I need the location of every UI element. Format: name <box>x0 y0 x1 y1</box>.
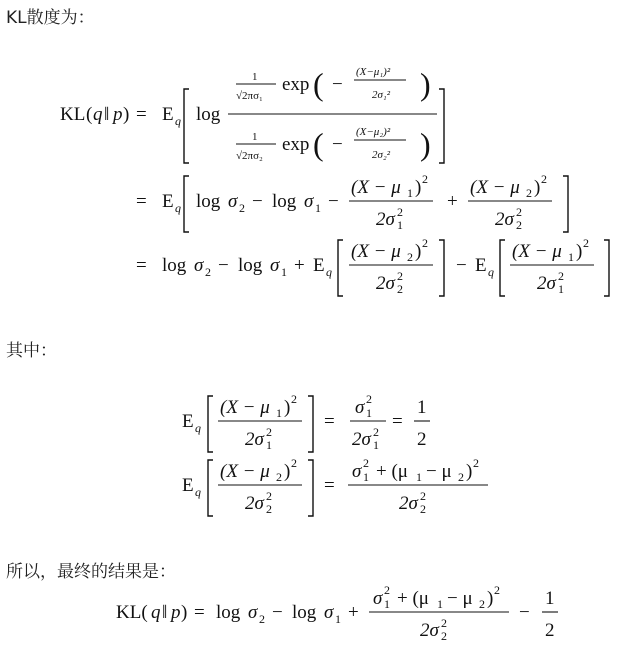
svg-text:−: − <box>332 134 343 155</box>
svg-text:1: 1 <box>281 265 287 279</box>
svg-text:1: 1 <box>335 612 341 626</box>
svg-text:): ) <box>284 397 291 418</box>
svg-text:2: 2 <box>541 172 547 186</box>
svg-text:(: ( <box>313 126 324 162</box>
svg-text:): ) <box>181 602 188 623</box>
svg-text:+: + <box>348 602 359 623</box>
svg-text:+: + <box>447 191 458 212</box>
svg-text:2: 2 <box>291 456 297 470</box>
svg-text:): ) <box>415 241 422 262</box>
svg-text:E: E <box>475 255 487 276</box>
svg-text:2σ: 2σ <box>537 273 556 294</box>
svg-text:q: q <box>326 265 332 279</box>
svg-text:2: 2 <box>266 425 272 439</box>
svg-text:2: 2 <box>420 502 426 516</box>
svg-text:2: 2 <box>276 470 282 484</box>
svg-text:2σ: 2σ <box>495 209 514 230</box>
svg-text:−: − <box>328 191 339 212</box>
svg-text:2: 2 <box>516 218 522 232</box>
svg-text:(X − μ: (X − μ <box>470 177 520 198</box>
svg-text:2σ: 2σ <box>376 273 395 294</box>
svg-text:log: log <box>196 191 221 212</box>
svg-text:=: = <box>324 411 335 432</box>
svg-text:2: 2 <box>407 250 413 264</box>
svg-text:σ: σ <box>304 191 314 212</box>
svg-text:2σ₁²: 2σ₁² <box>372 89 391 101</box>
svg-text:KL(: KL( <box>116 602 148 623</box>
svg-text:E: E <box>182 411 194 432</box>
svg-text:2: 2 <box>384 583 390 597</box>
svg-text:1: 1 <box>252 71 258 83</box>
svg-text:2: 2 <box>526 186 532 200</box>
svg-text:2σ: 2σ <box>420 620 439 641</box>
svg-text:σ: σ <box>355 397 365 418</box>
svg-text:−: − <box>519 602 530 623</box>
svg-text:2: 2 <box>397 205 403 219</box>
svg-text:1: 1 <box>276 406 282 420</box>
svg-text:2: 2 <box>363 456 369 470</box>
heading-kl-divergence: KL散度为： <box>6 8 95 28</box>
expectation-symbol: E <box>162 104 174 125</box>
svg-text:): ) <box>415 177 422 198</box>
svg-text:q: q <box>488 265 494 279</box>
heading-where: 其中： <box>6 341 57 361</box>
svg-text:log: log <box>162 255 187 276</box>
svg-text:−: − <box>332 74 343 95</box>
svg-text:+ (μ: + (μ <box>397 588 429 609</box>
svg-text:2: 2 <box>266 489 272 503</box>
svg-text:2: 2 <box>479 597 485 611</box>
svg-text:1: 1 <box>373 438 379 452</box>
svg-text:2: 2 <box>583 236 589 250</box>
svg-text:−: − <box>272 602 283 623</box>
svg-text:log: log <box>216 602 241 623</box>
svg-text:1: 1 <box>366 406 372 420</box>
svg-text:=: = <box>324 475 335 496</box>
svg-text:p: p <box>113 104 123 125</box>
svg-text:E: E <box>162 191 174 212</box>
svg-text:(X − μ: (X − μ <box>220 397 270 418</box>
svg-text:1: 1 <box>384 597 390 611</box>
svg-text:2: 2 <box>239 201 245 215</box>
svg-text:2: 2 <box>422 236 428 250</box>
svg-text:(X − μ: (X − μ <box>512 241 562 262</box>
svg-text:exp: exp <box>282 134 310 155</box>
svg-text:σ: σ <box>352 461 362 482</box>
svg-text:1: 1 <box>416 470 422 484</box>
svg-text:=: = <box>136 255 147 276</box>
svg-text:): ) <box>284 461 291 482</box>
svg-text:q: q <box>93 104 103 125</box>
svg-text:− μ: − μ <box>426 461 452 482</box>
svg-text:−: − <box>218 255 229 276</box>
final-result-equation <box>116 583 558 643</box>
svg-text:): ) <box>576 241 583 262</box>
svg-text:σ: σ <box>270 255 280 276</box>
svg-text:√2πσ₁: √2πσ₁ <box>236 90 263 102</box>
kl-definition-line <box>60 66 444 163</box>
svg-text:√2πσ₂: √2πσ₂ <box>236 150 263 162</box>
svg-text:p: p <box>171 602 181 623</box>
svg-text:q: q <box>195 421 201 435</box>
svg-text:1: 1 <box>545 588 555 609</box>
svg-text:1: 1 <box>252 131 258 143</box>
svg-text:(: ( <box>313 66 324 102</box>
svg-text:2: 2 <box>366 392 372 406</box>
svg-text:E: E <box>182 475 194 496</box>
svg-text:‖: ‖ <box>104 104 110 125</box>
svg-text:(X−μ₂)²: (X−μ₂)² <box>356 126 391 138</box>
svg-text:): ) <box>466 461 473 482</box>
svg-text:2: 2 <box>473 456 479 470</box>
svg-text:): ) <box>420 126 431 162</box>
svg-text:2: 2 <box>397 282 403 296</box>
svg-text:1: 1 <box>407 186 413 200</box>
svg-text:‖: ‖ <box>162 602 168 623</box>
svg-text:+: + <box>294 255 305 276</box>
svg-text:q: q <box>175 114 181 128</box>
svg-text:(: ( <box>86 104 93 125</box>
svg-text:1: 1 <box>417 397 427 418</box>
svg-text:2: 2 <box>420 489 426 503</box>
svg-text:+ (μ: + (μ <box>376 461 408 482</box>
svg-text:1: 1 <box>315 201 321 215</box>
svg-text:exp: exp <box>282 74 310 95</box>
svg-text:=: = <box>136 191 147 212</box>
svg-text:log: log <box>238 255 263 276</box>
svg-text:2: 2 <box>516 205 522 219</box>
svg-text:log: log <box>292 602 317 623</box>
svg-text:): ) <box>534 177 541 198</box>
svg-text:q: q <box>151 602 161 623</box>
svg-text:−: − <box>456 255 467 276</box>
svg-text:1: 1 <box>397 218 403 232</box>
svg-text:σ: σ <box>248 602 258 623</box>
expansion-line <box>136 172 568 232</box>
svg-text:=: = <box>136 104 147 125</box>
svg-text:=: = <box>194 602 205 623</box>
svg-text:−: − <box>252 191 263 212</box>
svg-text:2: 2 <box>558 269 564 283</box>
svg-text:σ: σ <box>324 602 334 623</box>
svg-text:2σ: 2σ <box>245 429 264 450</box>
svg-text:=: = <box>392 411 403 432</box>
expectation-identity-2 <box>182 456 488 516</box>
svg-text:(X − μ: (X − μ <box>351 241 401 262</box>
expectation-identity-1 <box>182 392 430 452</box>
svg-text:): ) <box>487 588 494 609</box>
svg-text:2: 2 <box>494 583 500 597</box>
svg-text:2: 2 <box>397 269 403 283</box>
svg-text:2: 2 <box>422 172 428 186</box>
svg-text:2: 2 <box>205 265 211 279</box>
svg-text:2: 2 <box>458 470 464 484</box>
svg-text:(X − μ: (X − μ <box>351 177 401 198</box>
svg-text:log: log <box>196 104 221 125</box>
svg-text:σ: σ <box>373 588 383 609</box>
kl-symbol: KL <box>60 104 86 125</box>
svg-text:2σ: 2σ <box>399 493 418 514</box>
svg-text:): ) <box>123 104 130 125</box>
split-expectation-line <box>136 236 609 296</box>
svg-text:− μ: − μ <box>447 588 473 609</box>
svg-text:E: E <box>313 255 325 276</box>
svg-text:q: q <box>175 201 181 215</box>
svg-text:1: 1 <box>558 282 564 296</box>
svg-text:2: 2 <box>373 425 379 439</box>
svg-text:2: 2 <box>441 616 447 630</box>
svg-text:1: 1 <box>363 470 369 484</box>
svg-text:2: 2 <box>291 392 297 406</box>
svg-text:2: 2 <box>266 502 272 516</box>
svg-text:(X − μ: (X − μ <box>220 461 270 482</box>
svg-text:2σ: 2σ <box>376 209 395 230</box>
svg-text:q: q <box>195 485 201 499</box>
svg-text:log: log <box>272 191 297 212</box>
svg-text:σ: σ <box>228 191 238 212</box>
svg-text:2: 2 <box>417 429 427 450</box>
svg-text:σ: σ <box>194 255 204 276</box>
svg-text:2σ: 2σ <box>352 429 371 450</box>
svg-text:(X−μ₁)²: (X−μ₁)² <box>356 66 391 78</box>
svg-text:2: 2 <box>545 620 555 641</box>
svg-text:): ) <box>420 66 431 102</box>
svg-text:2: 2 <box>441 629 447 643</box>
svg-text:1: 1 <box>568 250 574 264</box>
svg-text:2σ: 2σ <box>245 493 264 514</box>
svg-text:2: 2 <box>259 612 265 626</box>
svg-text:1: 1 <box>437 597 443 611</box>
heading-result: 所以，最终的结果是： <box>6 562 176 582</box>
svg-text:2σ₂²: 2σ₂² <box>372 149 391 161</box>
svg-text:1: 1 <box>266 438 272 452</box>
